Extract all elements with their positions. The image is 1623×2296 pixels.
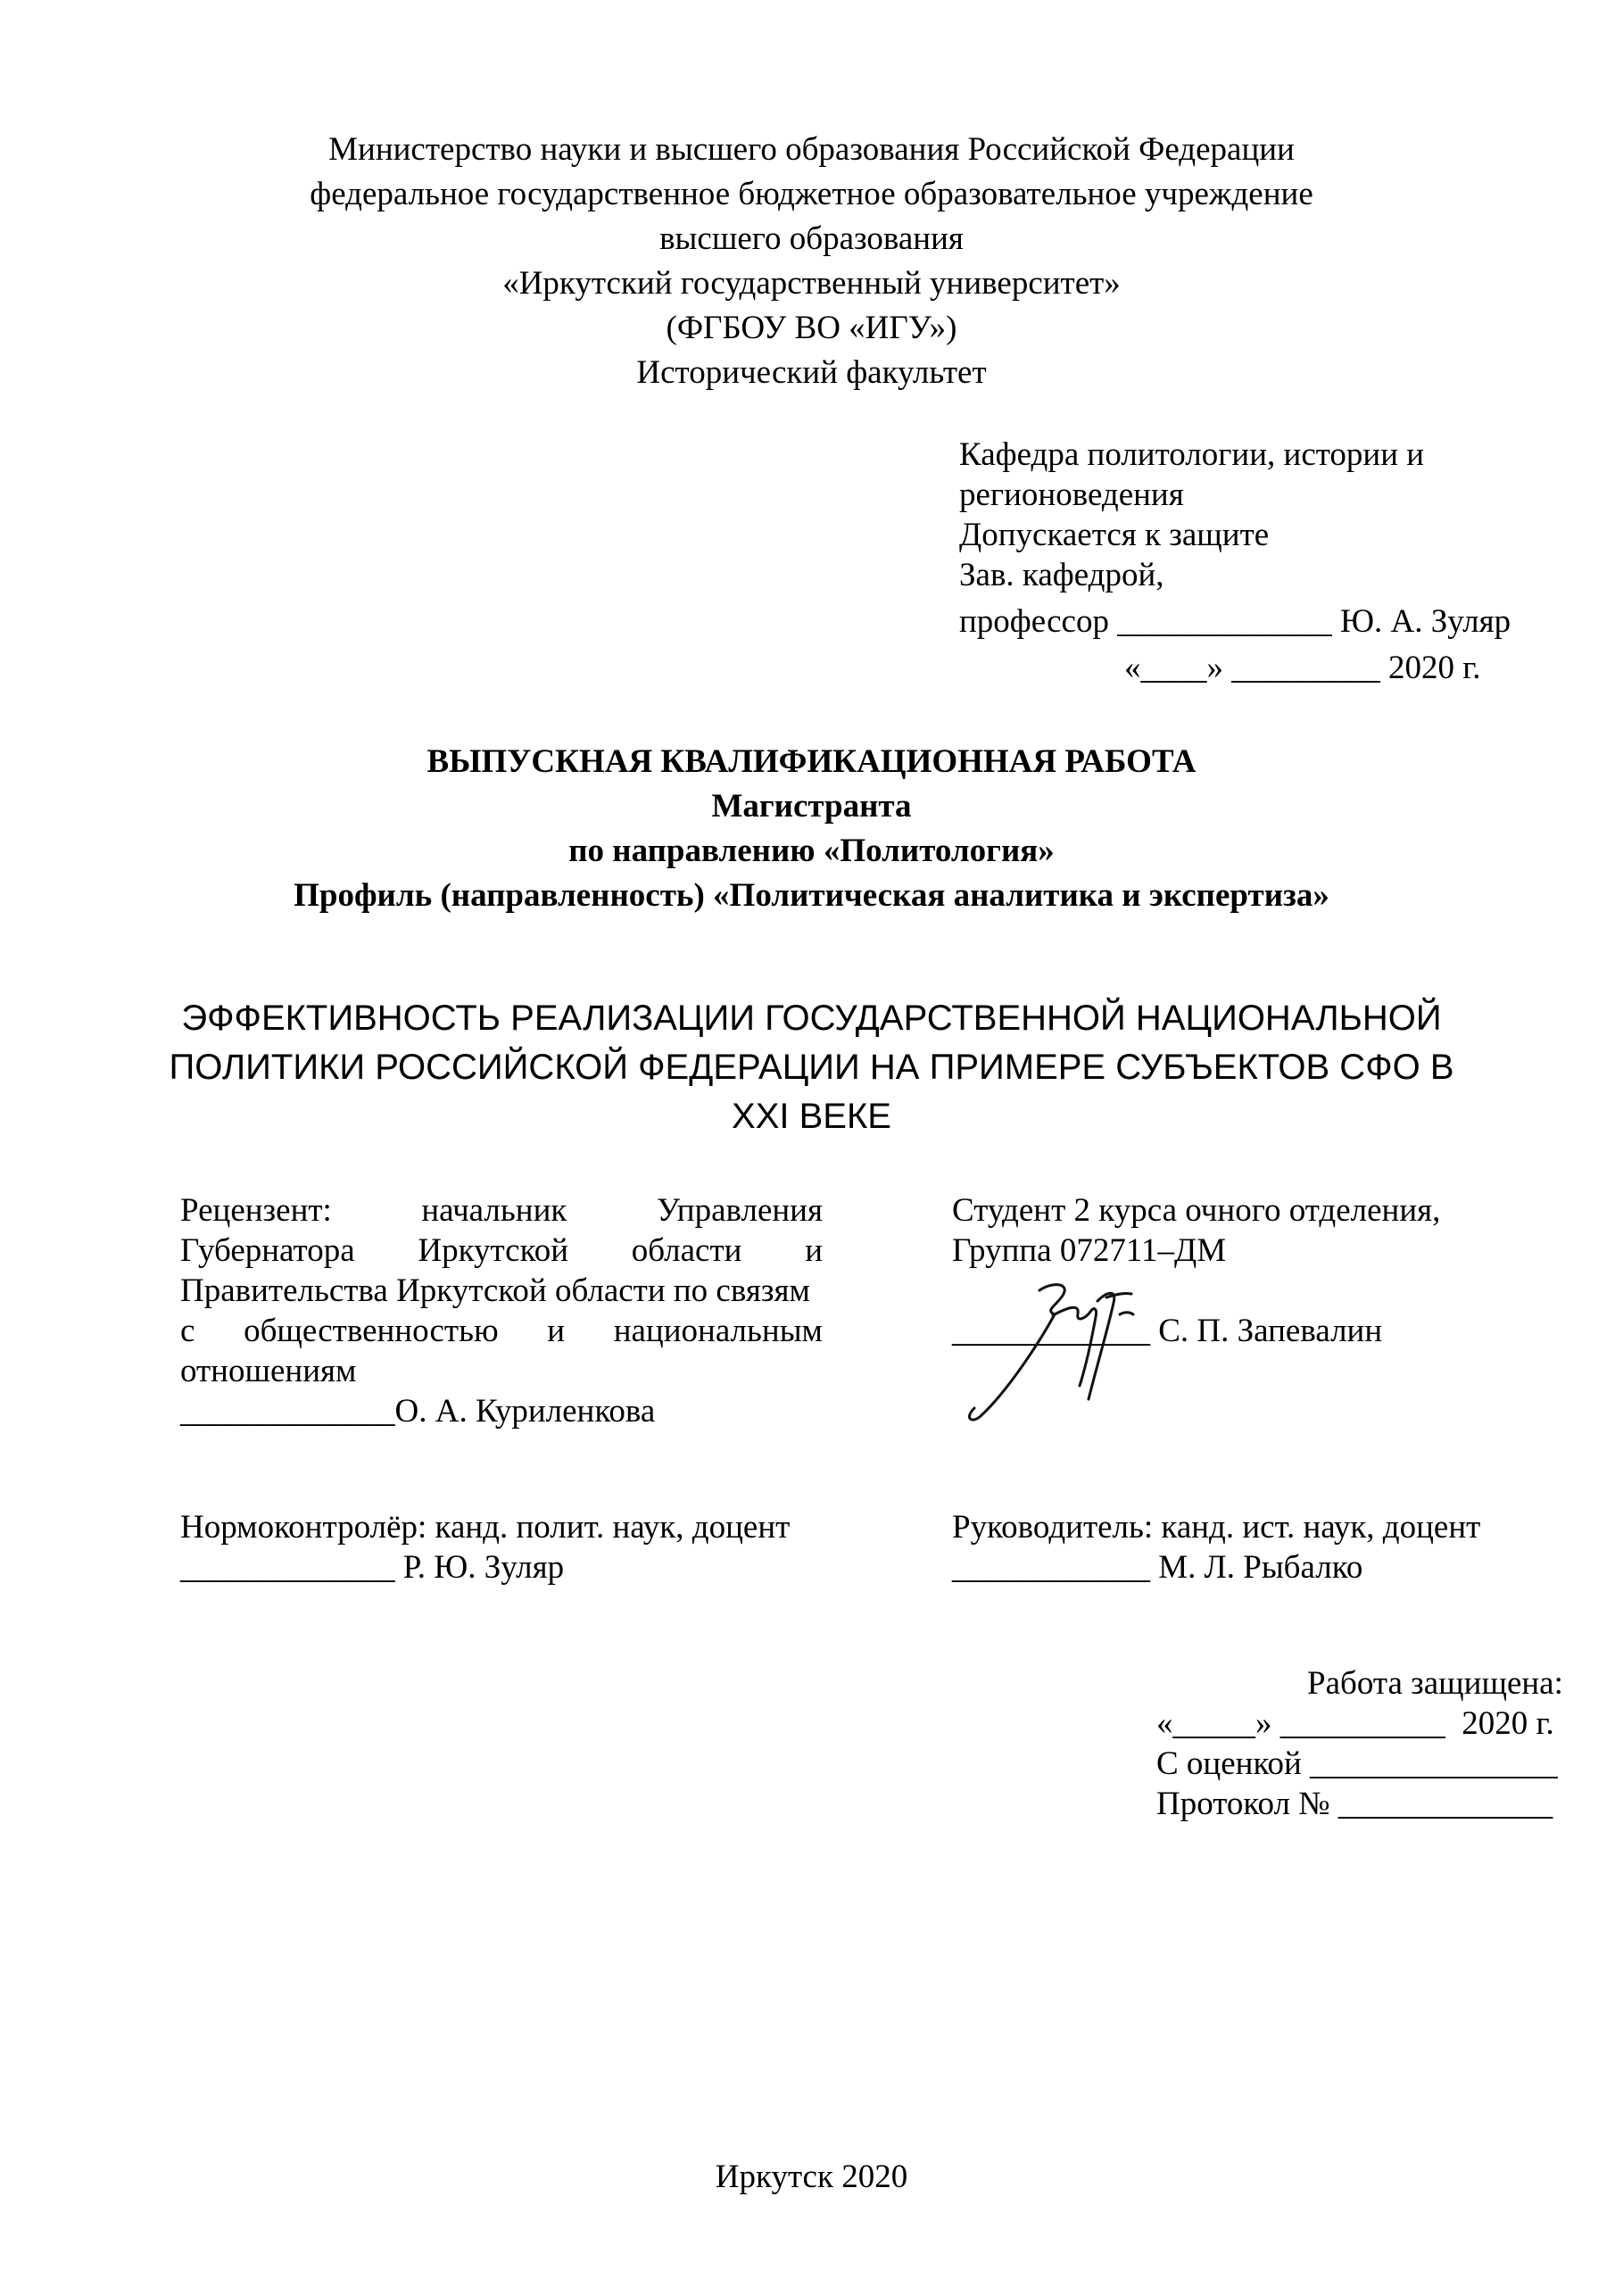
reviewer-word: Губернатора — [180, 1232, 355, 1269]
student-signature-line: ____________ С. П. Запевалин — [952, 1313, 1383, 1349]
defended-line: Работа защищена: — [1307, 1665, 1563, 1702]
work-type-title: ВЫПУСКНАЯ КВАЛИФИКАЦИОННАЯ РАБОТА — [426, 743, 1197, 780]
direction-line: по направлению «Политология» — [568, 833, 1055, 869]
thesis-title-line-1: ЭФФЕКТИВНОСТЬ РЕАЛИЗАЦИИ ГОСУДАРСТВЕННОЙ НАЦИОНАЛЬНОЙ — [181, 999, 1442, 1038]
reviewer-word: Иркутской — [418, 1232, 568, 1269]
reviewer-word: и — [805, 1232, 823, 1269]
university-name-line: «Иркутский государственный университет» — [502, 265, 1121, 302]
admitted-line: Допускается к защите — [959, 517, 1270, 553]
reviewer-row-4 — [180, 1312, 823, 1351]
degree-line: Магистранта — [711, 788, 912, 825]
thesis-title-line-3: XXI ВЕКЕ — [732, 1097, 891, 1136]
student-group-line: Группа 072711–ДМ — [952, 1232, 1227, 1269]
normcontrol-signature-line: _____________ Р. Ю. Зуляр — [180, 1549, 565, 1586]
grade-line: С оценкой _______________ — [1156, 1745, 1558, 1782]
reviewer-word: области — [631, 1232, 742, 1269]
supervisor-signature-line: ____________ М. Л. Рыбалко — [952, 1549, 1363, 1586]
protocol-line: Протокол № _____________ — [1156, 1786, 1553, 1822]
approval-date-line: «____» _________ 2020 г. — [1124, 650, 1481, 686]
department-line-cont: регионоведения — [959, 477, 1184, 513]
reviewer-word: начальник — [421, 1192, 567, 1229]
ministry-line: Министерство науки и высшего образования Российской Федерации — [328, 131, 1295, 168]
supervisor-line: Руководитель: канд. ист. наук, доцент — [952, 1509, 1481, 1546]
handwritten-signature-icon — [955, 1265, 1142, 1430]
reviewer-word: национальным — [613, 1313, 823, 1349]
reviewer-word: Рецензент: — [180, 1192, 332, 1229]
education-level-line: высшего образования — [659, 220, 964, 257]
reviewer-row-1 — [180, 1191, 823, 1231]
head-of-department-line: Зав. кафедрой, — [959, 557, 1164, 593]
university-abbr-line: (ФГБОУ ВО «ИГУ») — [666, 310, 957, 346]
city-year: Иркутск 2020 — [715, 2159, 908, 2195]
reviewer-word: и — [547, 1313, 566, 1349]
student-line: Студент 2 курса очного отделения, — [952, 1192, 1441, 1229]
profile-line: Профиль (направленность) «Политическая аналитика и экспертиза» — [294, 877, 1329, 914]
reviewer-row-3: Правительства Иркутской области по связям — [180, 1272, 810, 1309]
defense-date-line: «_____» __________ 2020 г. — [1156, 1705, 1554, 1742]
reviewer-row-2 — [180, 1231, 823, 1271]
department-line: Кафедра политологии, истории и — [959, 436, 1425, 473]
normcontrol-line: Нормоконтролёр: канд. полит. наук, доцент — [180, 1509, 791, 1546]
faculty-line: Исторический факультет — [636, 354, 987, 391]
reviewer-signature-line: _____________О. А. Куриленкова — [180, 1393, 656, 1430]
reviewer-row-5: отношениям — [180, 1353, 357, 1389]
thesis-title-line-2: ПОЛИТИКИ РОССИЙСКОЙ ФЕДЕРАЦИИ НА ПРИМЕРЕ СУБЪЕКТОВ СФО В — [169, 1048, 1454, 1087]
reviewer-word: Управления — [656, 1192, 823, 1229]
institution-type-line: федеральное государственное бюджетное образовательное учреждение — [310, 176, 1313, 212]
reviewer-word: с — [180, 1313, 195, 1349]
reviewer-word: общественностью — [244, 1313, 499, 1349]
head-signature-line: профессор _____________ Ю. А. Зуляр — [959, 603, 1511, 640]
